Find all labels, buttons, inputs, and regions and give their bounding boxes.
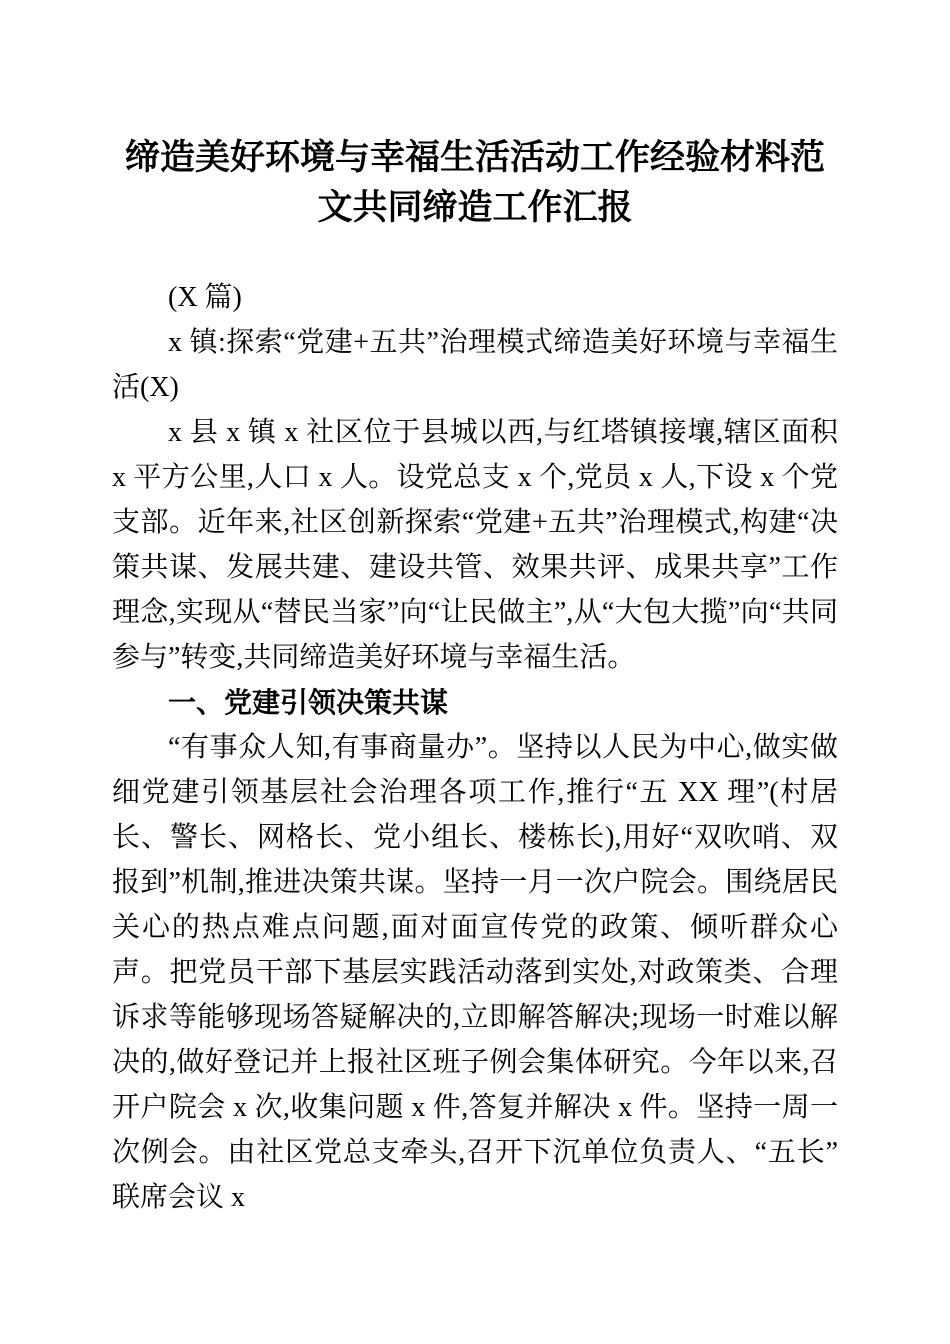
- section1-heading: 一、党建引领决策共谋: [168, 687, 449, 718]
- article-count-line: (X 篇): [168, 282, 242, 313]
- section1-paragraph: “有事众人知,有事商量办”。坚持以人民为中心,做实做细党建引领基层社会治理各项工作,推行“五 XX 理”(村居长、警长、网格长、党小组长、楼栋长),用好“双吹哨、双报到”机制,推进决策共谋。坚持一月一次户院会。围绕居民关心的热点难点问题,面对面宣传党的政策、倾听群众心声。把党员干部下基层实践活动落到实处,对政策类、合理诉求等能够现场答疑解决的,立即解答解决;现场一时难以解决的,做好登记并上报社区班子例会集体研究。今年以来,召开户院会 x 次,收集问题 x 件,答复并解决 x 件。坚持一周一次例会。由社区党总支牵头,召开下沉单位负责人、“五长”联席会议 x: [112, 732, 838, 1213]
- document-title: 缔造美好环境与幸福生活活动工作经验材料范文共同缔造工作汇报: [124, 138, 825, 227]
- intro-paragraph: x 县 x 镇 x 社区位于县城以西,与红塔镇接壤,辖区面积 x 平方公里,人口 x 人。设党总支 x 个,党员 x 人,下设 x 个党支部。近年来,社区创新探索“党建+五共”治理模式,构建“决策共谋、发展共建、建设共管、效果共评、成果共享”工作理念,实现从“替民当家”向“让民做主”,从“大包大揽”向“共同参与”转变,共同缔造美好环境与幸福生活。: [112, 417, 838, 673]
- article-subtitle: x 镇:探索“党建+五共”治理模式缔造美好环境与幸福生活(X): [112, 327, 838, 403]
